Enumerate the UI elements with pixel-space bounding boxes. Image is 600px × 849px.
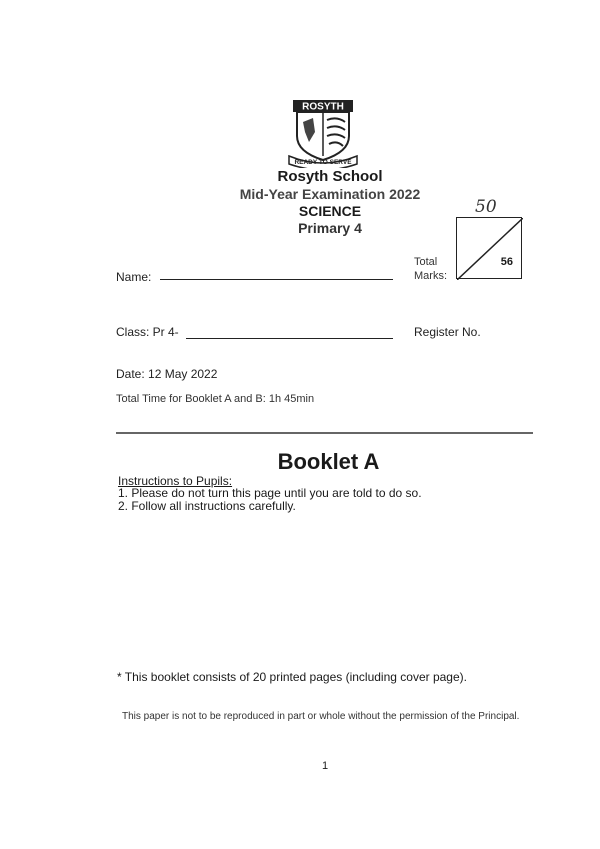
name-label: Name:: [116, 270, 152, 284]
exam-title: Mid-Year Examination 2022: [239, 186, 421, 202]
total-marks-label: Total Marks:: [414, 256, 447, 282]
copyright-notice: This paper is not to be reproduced in part or whole without the permission of the Principal.: [122, 711, 520, 722]
svg-text:READY TO SERVE: READY TO SERVE: [294, 159, 352, 166]
svg-text:ROSYTH: ROSYTH: [302, 101, 344, 113]
school-name: Rosyth School: [277, 168, 383, 185]
page-count-note: * This booklet consists of 20 printed pages (including cover page).: [117, 670, 467, 684]
instruction-item: 2. Follow all instructions carefully.: [118, 499, 296, 513]
subject-title: SCIENCE: [298, 203, 362, 219]
handwritten-score: 50: [475, 197, 497, 217]
level-title: Primary 4: [298, 220, 362, 236]
instructions-list: [118, 487, 422, 513]
school-crest-logo: [287, 98, 359, 168]
exam-date: Date: 12 May 2022: [116, 367, 218, 381]
class-field-line[interactable]: [186, 338, 393, 339]
total-marks-value: 56: [500, 256, 513, 268]
page-number: 1: [322, 760, 329, 772]
marks-box: [456, 217, 522, 279]
class-label: Class: Pr 4-: [116, 325, 179, 339]
register-number-label: Register No.: [414, 325, 481, 339]
name-field-line[interactable]: [160, 279, 393, 280]
marks-box-diagonal: [457, 218, 523, 280]
section-divider: [116, 432, 533, 434]
instruction-item: 1. Please do not turn this page until you are told to do so.: [118, 486, 422, 500]
booklet-title: Booklet A: [277, 449, 380, 474]
total-time: Total Time for Booklet A and B: 1h 45min: [116, 393, 315, 405]
instructions-heading: Instructions to Pupils:: [118, 474, 233, 488]
